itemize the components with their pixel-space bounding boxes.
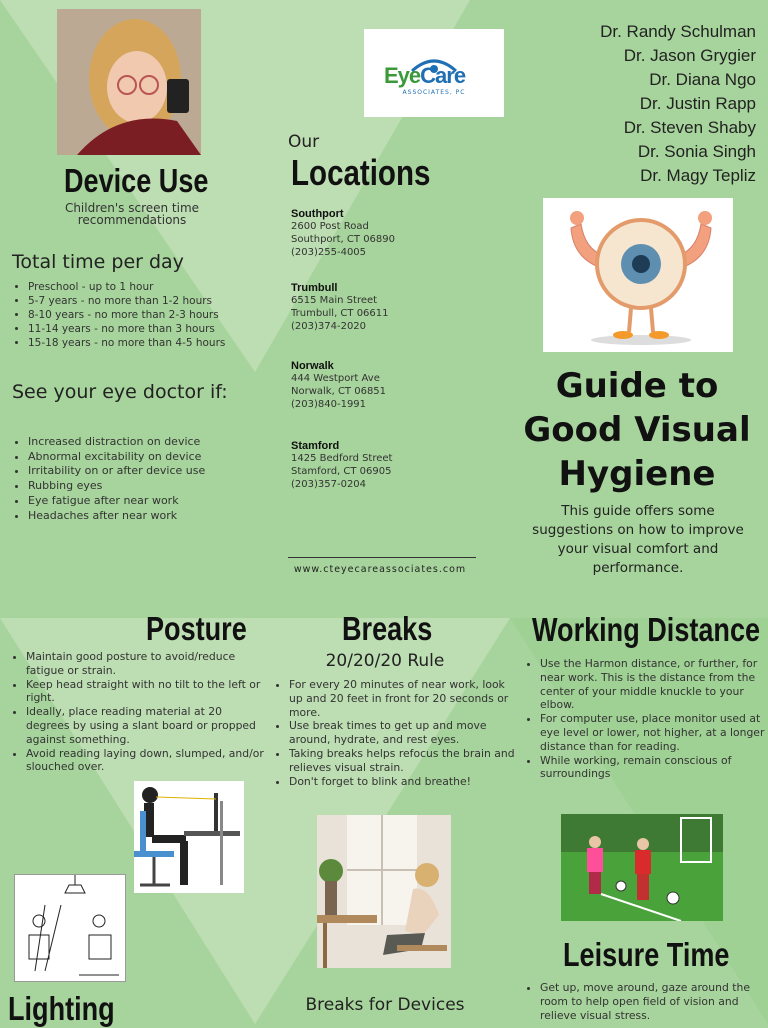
lighting-diagram bbox=[14, 874, 126, 982]
list-item: • Taking breaks helps refocus the brain and relieves visual strain. bbox=[289, 747, 519, 775]
doctor-name: Dr. Diana Ngo bbox=[649, 70, 756, 89]
location-city: Norwalk, CT 06851 bbox=[291, 386, 387, 397]
child-with-phone-photo bbox=[57, 9, 201, 155]
working-distance-title: Working Distance bbox=[532, 611, 761, 648]
breaks-rule: 20/20/20 Rule bbox=[325, 651, 445, 671]
list-item: • Don't forget to blink and breathe! bbox=[289, 775, 519, 789]
list-item: • Use the Harmon distance, or further, for near work. This is the distance from the center of your middle knuckle to your elbow. bbox=[540, 657, 768, 712]
list-item: • Irritability on or after device use bbox=[28, 464, 268, 479]
locations-title: Locations bbox=[291, 152, 431, 193]
doctor-name: Dr. Jason Grygier bbox=[623, 46, 756, 65]
doctor-list bbox=[12, 435, 268, 523]
location-norwalk bbox=[291, 360, 471, 411]
posture-title: Posture bbox=[146, 610, 247, 647]
location-stamford bbox=[291, 440, 471, 491]
breaks-devices-heading: Breaks for Devices bbox=[305, 995, 465, 1015]
website-link[interactable]: www.cteyecareassociates.com bbox=[293, 564, 467, 575]
location-name: Southport bbox=[291, 208, 344, 220]
guide-description: This guide offers some suggestions on how to improve your visual comfort and performance. bbox=[532, 503, 744, 576]
location-name: Norwalk bbox=[291, 360, 334, 372]
location-phone: (203)840-1991 bbox=[291, 399, 367, 410]
list-item: • Maintain good posture to avoid/reduce fatigue or strain. bbox=[26, 650, 266, 678]
lighting-title: Lighting bbox=[8, 990, 115, 1027]
doctor-name: Dr. Justin Rapp bbox=[639, 94, 756, 113]
location-city: Stamford, CT 06905 bbox=[291, 466, 392, 477]
device-use-title: Device Use bbox=[64, 162, 209, 199]
location-city: Trumbull, CT 06611 bbox=[291, 308, 389, 319]
list-item: • Eye fatigue after near work bbox=[28, 494, 268, 509]
list-item: • While working, remain conscious of surroundings bbox=[540, 754, 768, 782]
list-item: • For every 20 minutes of near work, look up and 20 feet in front for 20 seconds or more. bbox=[289, 678, 519, 719]
doctor-name: Dr. Steven Shaby bbox=[623, 118, 756, 137]
location-name: Stamford bbox=[291, 440, 340, 452]
doctor-name: Dr. Magy Tepliz bbox=[640, 166, 756, 185]
location-trumbull bbox=[291, 282, 471, 333]
breaks-title: Breaks bbox=[342, 610, 433, 647]
doctor-list-names bbox=[536, 20, 756, 188]
total-time-list bbox=[12, 280, 268, 350]
list-item: • Use break times to get up and move around, hydrate, and rest eyes. bbox=[289, 719, 519, 747]
list-item: • Increased distraction on device bbox=[28, 435, 268, 450]
desk-posture-diagram bbox=[134, 781, 244, 893]
strong-eye-mascot-image bbox=[543, 198, 733, 352]
breaks-list bbox=[273, 678, 519, 788]
list-item: • Rubbing eyes bbox=[28, 479, 268, 494]
list-item: • Abnormal excitability on device bbox=[28, 450, 268, 465]
location-phone: (203)357-0204 bbox=[291, 479, 367, 490]
list-item: • Keep head straight with no tilt to the left or right. bbox=[26, 678, 266, 706]
logo-subtext: ASSOCIATES, PC bbox=[402, 89, 466, 96]
list-item: • Avoid reading laying down, slumped, and/or slouched over. bbox=[26, 747, 266, 775]
eyecare-logo bbox=[364, 29, 504, 117]
location-street: 444 Westport Ave bbox=[291, 373, 380, 384]
location-southport bbox=[291, 208, 471, 259]
guide-title: Guide to Good Visual Hygiene bbox=[523, 366, 751, 494]
list-item: • 15-18 years - no more than 4-5 hours bbox=[28, 336, 268, 350]
leisure-title: Leisure Time bbox=[563, 936, 730, 973]
location-phone: (203)255-4005 bbox=[291, 247, 367, 258]
doctor-name: Dr. Sonia Singh bbox=[637, 142, 756, 161]
location-name: Trumbull bbox=[291, 282, 338, 294]
logo-care-text: Care bbox=[420, 63, 466, 88]
divider bbox=[288, 557, 476, 558]
posture-list bbox=[10, 650, 266, 774]
list-item: • 5-7 years - no more than 1-2 hours bbox=[28, 294, 268, 308]
working-distance-list bbox=[524, 657, 768, 781]
location-street: 1425 Bedford Street bbox=[291, 453, 393, 464]
list-item: • Ideally, place reading material at 20 degrees by using a slant board or propped against something. bbox=[26, 705, 266, 746]
kids-soccer-photo bbox=[561, 814, 723, 921]
list-item: • Headaches after near work bbox=[28, 509, 268, 524]
total-time-heading: Total time per day bbox=[12, 251, 184, 273]
location-phone: (203)374-2020 bbox=[291, 321, 367, 332]
list-item: • Preschool - up to 1 hour bbox=[28, 280, 268, 294]
leisure-list bbox=[524, 981, 768, 1022]
doctor-heading: See your eye doctor if: bbox=[12, 381, 228, 403]
list-item: • Get up, move around, gaze around the room to help open field of vision and relieve visual stress. bbox=[540, 981, 768, 1022]
list-item: • 8-10 years - no more than 2-3 hours bbox=[28, 308, 268, 322]
logo-eye-text: Eye bbox=[384, 63, 421, 88]
location-street: 6515 Main Street bbox=[291, 295, 378, 306]
location-street: 2600 Post Road bbox=[291, 221, 369, 232]
location-city: Southport, CT 06890 bbox=[291, 234, 395, 245]
list-item: • For computer use, place monitor used at eye level or lower, not higher, at a longer distance than for reading. bbox=[540, 712, 768, 753]
list-item: • 11-14 years - no more than 3 hours bbox=[28, 322, 268, 336]
woman-resting-photo bbox=[317, 815, 451, 968]
doctor-name: Dr. Randy Schulman bbox=[600, 22, 756, 41]
device-use-subtitle: Children's screen time recommendations bbox=[64, 201, 200, 227]
locations-our: Our bbox=[288, 132, 320, 152]
